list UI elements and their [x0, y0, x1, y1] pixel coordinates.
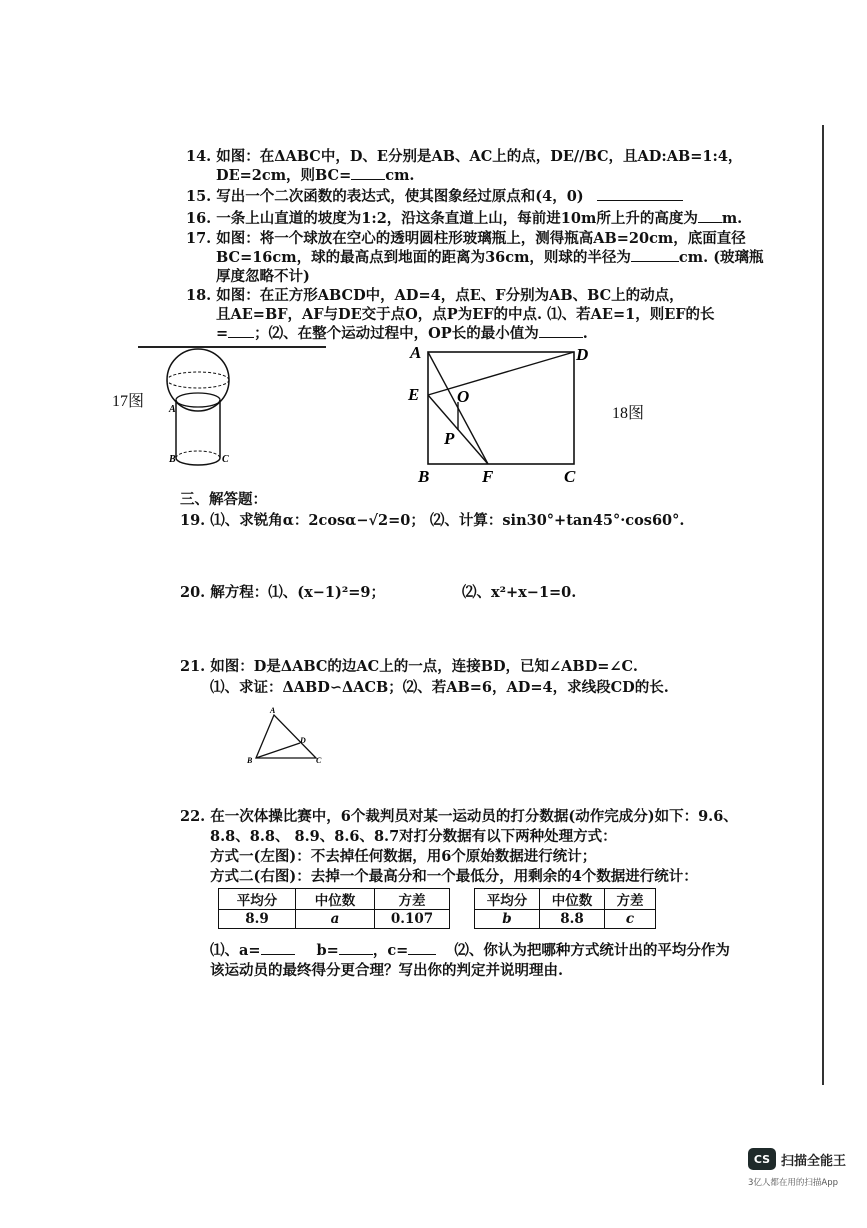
- fig18-label-c: C: [564, 467, 576, 486]
- q15-text: 15. 写出一个二次函数的表达式，使其图象经过原点和(4，0): [186, 188, 584, 205]
- stats-table-1: [218, 888, 450, 929]
- q16-end: m.: [721, 210, 743, 227]
- q22-sub1-line: [210, 942, 730, 960]
- fig21-label-c: C: [316, 756, 322, 765]
- q17-line2-text: BC=16cm，球的最高点到地面的距离为36cm，则球的半径为: [216, 249, 631, 266]
- fig18-diagram: [402, 340, 602, 488]
- margin-rule: [822, 125, 824, 1085]
- fig18-segment-de: [428, 352, 574, 395]
- q17-line1: 17. 如图：将一个球放在空心的透明圆柱形玻璃瓶上，测得瓶高AB=20cm，底面直径: [186, 230, 746, 247]
- q18-answer1-blank[interactable]: [228, 337, 254, 338]
- fig21-label-a: A: [270, 706, 276, 715]
- q14-line1: 14. 如图：在ΔABC中，D、E分别是AB、AC上的点，DE//BC，且AD:AB=1:4，: [186, 148, 743, 165]
- q22-sub2: ⑵、你认为把哪种方式统计出的平均分作为: [454, 942, 730, 959]
- scanner-logo-name: 扫描全能王: [781, 1153, 847, 1169]
- fig21-triangle: [256, 715, 316, 758]
- q17-line2: [216, 249, 764, 267]
- fig17-label-a: A: [169, 404, 176, 415]
- q22-line2: 8.8、8.8、 8.9、8.6、8.7对打分数据有以下两种处理方式：: [210, 828, 617, 845]
- q14-line2-text: DE=2cm，则BC=: [216, 167, 352, 184]
- q18-line1: 18. 如图：在正方形ABCD中，AD=4，点E、F分别为AB、BC上的动点，: [186, 287, 684, 304]
- q22-label-b: b=: [316, 942, 339, 959]
- q16-text: 16. 一条上山直道的坡度为1:2，沿这条直道上山，每前进10m所上升的高度为: [186, 210, 698, 227]
- q22-blank-b[interactable]: [339, 954, 373, 955]
- table2-header-median: 中位数: [540, 889, 605, 910]
- table2-header-mean: 平均分: [475, 889, 540, 910]
- scanner-logo-subtitle: 3亿人都在用的扫描App: [748, 1178, 839, 1188]
- fig17-diagram: [160, 348, 255, 473]
- fig21-diagram: [244, 705, 330, 767]
- q22-blank-a[interactable]: [261, 954, 295, 955]
- q15-line: [186, 188, 683, 206]
- table2-median: 8.8: [540, 910, 605, 929]
- fig21-label-b: B: [247, 756, 253, 765]
- fig21-label-d: D: [300, 736, 306, 745]
- q14-line2-end: cm.: [385, 167, 415, 184]
- table1-value-row: [219, 910, 450, 929]
- q16-line: [186, 210, 742, 228]
- fig18-label-f: F: [482, 467, 494, 486]
- table1-header-row: [219, 889, 450, 910]
- fig18-label-a: A: [410, 343, 422, 362]
- q21-line1: 21. 如图：D是ΔABC的边AC上的一点，连接BD，已知∠ABD=∠C.: [180, 658, 638, 675]
- section3-title: 三、解答题：: [180, 491, 267, 508]
- table1-median: a: [296, 910, 375, 929]
- q14-line2: [216, 167, 415, 185]
- fig18-label-b: B: [418, 467, 430, 486]
- fig17-cylinder-bottom-front: [176, 458, 220, 465]
- table1-header-mean: 平均分: [219, 889, 296, 910]
- q17-answer-blank[interactable]: [631, 261, 679, 262]
- fig17-label-c: C: [222, 454, 229, 465]
- q18-line3a: =: [216, 325, 229, 342]
- table2-header-variance: 方差: [605, 889, 656, 910]
- q22-line3: 方式一(左图)：不去掉任何数据，用6个原始数据进行统计；: [210, 848, 597, 865]
- q22-line1: 22. 在一次体操比赛中，6个裁判员对某一运动员的打分数据(动作完成分)如下：9.6、: [180, 808, 738, 825]
- q18-line3b: ；⑵、在整个运动过程中，OP长的最小值为: [254, 325, 539, 342]
- q17-line3: 厚度忽略不计): [216, 268, 310, 285]
- fig18-label-o: O: [457, 387, 470, 406]
- q21-line2: ⑴、求证：ΔABD∽ΔACB；⑵、若AB=6，AD=4，求线段CD的长.: [210, 679, 669, 696]
- fig18-label-e: E: [408, 385, 420, 404]
- table1-variance: 0.107: [375, 910, 450, 929]
- table2-mean: b: [475, 910, 540, 929]
- table1-header-median: 中位数: [296, 889, 375, 910]
- table1-mean: 8.9: [219, 910, 296, 929]
- fig18-label-d: D: [576, 345, 589, 364]
- q22-label-a: ⑴、a=: [210, 942, 261, 959]
- q16-answer-blank[interactable]: [698, 222, 722, 223]
- q20-part2: ⑵、x²+x−1=0.: [462, 584, 577, 601]
- q19-line: 19. ⑴、求锐角α：2cosα−√2=0； ⑵、计算：sin30°+tan45°·cos60°.: [180, 512, 685, 529]
- q14-answer-blank[interactable]: [351, 179, 385, 180]
- fig17-caption: 17图: [112, 393, 145, 410]
- fig17-cylinder-bottom-back: [176, 451, 220, 458]
- fig18-label-p: P: [444, 429, 455, 448]
- table2-value-row: [475, 910, 656, 929]
- fig17-cylinder-top: [176, 393, 220, 407]
- table1-header-variance: 方差: [375, 889, 450, 910]
- fig18-caption: 18图: [612, 405, 645, 422]
- table2-header-row: [475, 889, 656, 910]
- q17-line2-end: cm. (玻璃瓶: [678, 249, 764, 266]
- q22-line4: 方式二(右图)：去掉一个最高分和一个最低分，用剩余的4个数据进行统计：: [210, 868, 698, 885]
- table2-variance: c: [605, 910, 656, 929]
- q18-line3c: .: [582, 325, 588, 342]
- fig21-segment-bd: [256, 743, 300, 758]
- q22-blank-c[interactable]: [408, 954, 436, 955]
- scanner-logo-icon: CS: [748, 1148, 776, 1170]
- stats-table-2: [474, 888, 656, 929]
- q18-answer2-blank[interactable]: [539, 337, 583, 338]
- q20-part1: 20. 解方程：⑴、(x−1)²=9；: [180, 584, 385, 601]
- q15-answer-blank[interactable]: [597, 200, 683, 201]
- fig17-ball-equator: [167, 372, 229, 388]
- q18-line2: 且AE=BF，AF与DE交于点O，点P为EF的中点. ⑴、若AE=1，则EF的长: [216, 306, 715, 323]
- scanner-watermark: [748, 1148, 846, 1170]
- q22-last-line: 该运动员的最终得分更合理？写出你的判定并说明理由.: [210, 962, 564, 979]
- q22-label-c: ，c=: [372, 942, 409, 959]
- fig17-label-b: B: [169, 454, 176, 465]
